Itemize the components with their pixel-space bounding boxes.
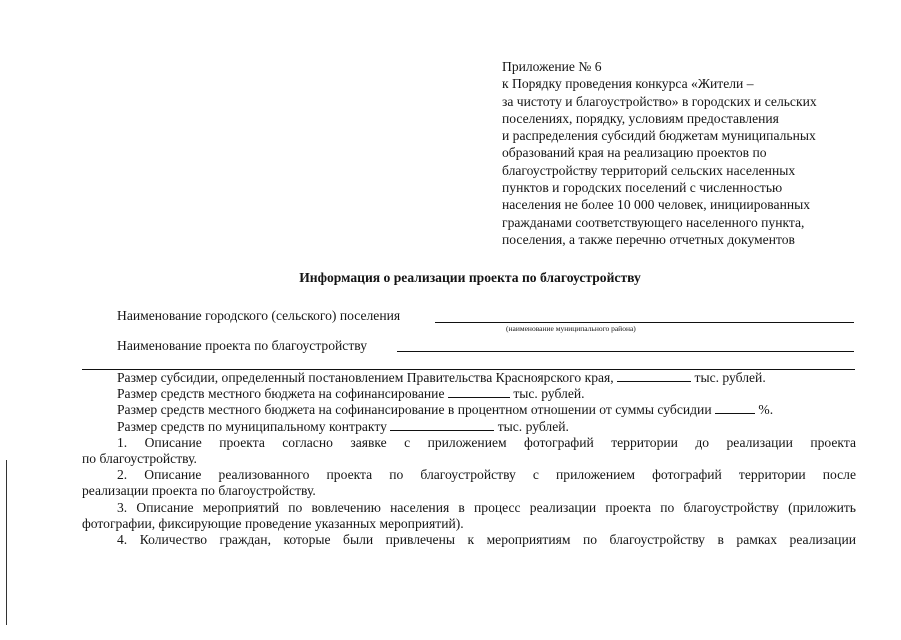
item-1-line-2: по благоустройству. — [82, 450, 197, 466]
local-budget-line — [82, 386, 856, 402]
document-title: Информация о реализации проекта по благоустройству — [299, 270, 641, 285]
item-4-line-1: 4. Количество граждан, которые были привлечены к мероприятиям по благоустройству в рамках реализации — [117, 531, 856, 547]
appendix-line: поселениях, порядку, условиям предоставления — [502, 110, 779, 126]
appendix-line: пунктов и городских поселений с численностью — [502, 180, 783, 196]
settlement-input-line[interactable] — [435, 322, 854, 323]
report-body — [82, 370, 856, 548]
settlement-hint: (наименование муниципального района) — [506, 324, 636, 333]
subsidy-unit: тыс. рублей. — [694, 370, 766, 385]
local-budget-blank[interactable] — [448, 386, 510, 398]
appendix-line: образований края на реализацию проектов по — [502, 145, 767, 161]
percent-unit: %. — [758, 402, 774, 418]
percent-blank[interactable] — [715, 402, 755, 414]
project-label: Наименование проекта по благоустройству — [117, 338, 368, 353]
scan-margin-mark — [6, 460, 7, 625]
item-2-line-2: реализации проекта по благоустройству. — [82, 483, 316, 499]
contract-blank[interactable] — [390, 419, 494, 431]
appendix-line: за чистоту и благоустройство» в городских и сельских — [502, 93, 817, 109]
subsidy-blank[interactable] — [617, 370, 691, 382]
appendix-line: благоустройству территорий сельских населенных — [502, 162, 796, 178]
contract-label: Размер средств по муниципальному контракту — [117, 418, 387, 434]
appendix-header — [502, 58, 882, 248]
item-2-line-1: 2. Описание реализованного проекта по благоустройству с приложением фотографий территории после — [117, 467, 856, 483]
project-input-line[interactable] — [397, 351, 854, 352]
appendix-line: и распределения субсидий бюджетам муниципальных — [502, 128, 816, 144]
item-3-line-2: фотографии, фиксирующие проведение указанных мероприятий). — [82, 515, 464, 531]
contract-unit: тыс. рублей. — [497, 418, 569, 434]
appendix-line: Приложение № 6 — [502, 59, 602, 74]
local-budget-unit: тыс. рублей. — [513, 386, 585, 402]
settlement-label: Наименование городского (сельского) поселения — [117, 308, 401, 323]
contract-line — [82, 419, 856, 435]
item-3-line-1: 3. Описание мероприятий по вовлечению населения в процесс реализации проекта по благоустройству (приложить — [117, 499, 856, 515]
item-1-line-1: 1. Описание проекта согласно заявке с приложением фотографий территории до реализации проекта — [117, 434, 856, 450]
appendix-line: гражданами соответствующего населенного пункта, — [502, 214, 805, 230]
percent-label: Размер средств местного бюджета на софинансирование в процентном отношении от суммы субсидии — [117, 402, 712, 418]
appendix-line: к Порядку проведения конкурса «Жители – — [502, 76, 754, 92]
subsidy-label: Размер субсидии, определенный постановлением Правительства Красноярского края, — [117, 370, 614, 385]
percent-line — [82, 402, 856, 418]
subsidy-line — [82, 370, 856, 386]
appendix-line: населения не более 10 000 человек, инициированных — [502, 197, 811, 213]
appendix-line: поселения, а также перечню отчетных документов — [502, 231, 795, 247]
local-budget-label: Размер средств местного бюджета на софинансирование — [117, 386, 445, 402]
